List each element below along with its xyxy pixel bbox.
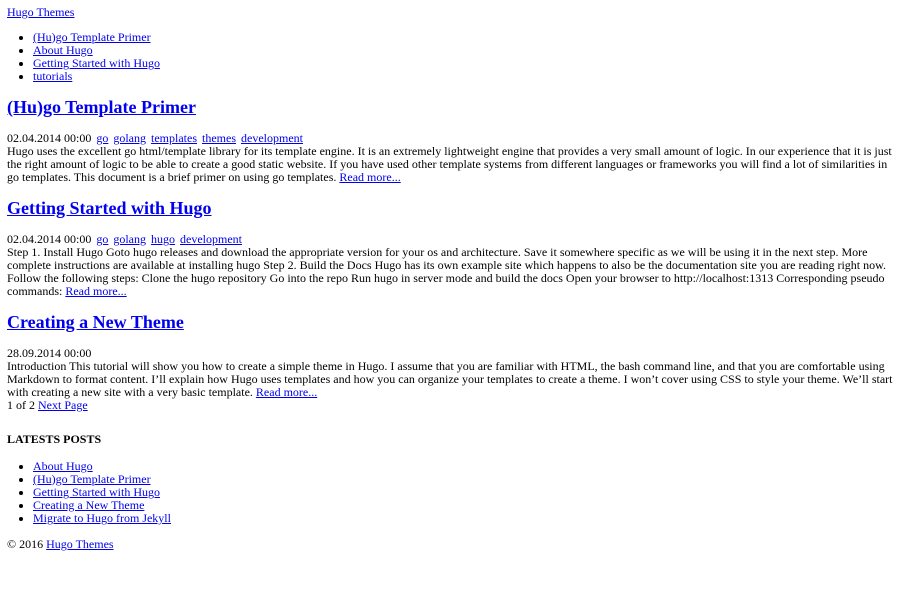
- list-item: [33, 473, 893, 486]
- footer-site-link[interactable]: Hugo Themes: [46, 537, 114, 551]
- post-title-link[interactable]: Getting Started with Hugo: [7, 198, 212, 218]
- tag-link[interactable]: golang: [113, 131, 147, 145]
- post-content: [7, 145, 893, 184]
- nav-item: [33, 70, 893, 83]
- tag-link[interactable]: development: [241, 131, 303, 145]
- list-item: [33, 460, 893, 473]
- read-more-link[interactable]: Read more...: [339, 170, 401, 184]
- post-title: [7, 198, 893, 218]
- tag-link[interactable]: themes: [202, 131, 236, 145]
- latest-posts-heading: LATESTS POSTS: [7, 432, 102, 446]
- post-date: 02.04.2014 00:00: [7, 131, 92, 145]
- post-list: [7, 97, 893, 412]
- post-title-link[interactable]: Creating a New Theme: [7, 312, 184, 332]
- next-page-link[interactable]: Next Page: [38, 398, 88, 412]
- tag-link[interactable]: templates: [151, 131, 197, 145]
- nav-link-template-primer[interactable]: (Hu)go Template Primer: [33, 30, 151, 44]
- read-more-link[interactable]: Read more...: [255, 385, 318, 399]
- post-date: 02.04.2014 00:00: [7, 232, 92, 246]
- latest-post-link-about-hugo[interactable]: About Hugo: [33, 459, 93, 473]
- post-summary: [7, 312, 893, 399]
- main-nav: [7, 31, 893, 83]
- latest-posts-list: [7, 460, 893, 525]
- page-footer: [7, 538, 893, 551]
- nav-list: [7, 31, 893, 83]
- list-item: [33, 486, 893, 499]
- nav-item: [33, 44, 893, 57]
- tag-link[interactable]: go: [96, 131, 109, 145]
- page-header: [7, 6, 893, 83]
- post-title-link[interactable]: (Hu)go Template Primer: [7, 97, 196, 117]
- nav-item: [33, 31, 893, 44]
- post-excerpt: Introduction This tutorial will show you how to create a simple theme in Hugo. I assume that you are familiar with HTML, the bash command line, and that you are comfortable using Markdown to format content. I’ll explain how Hugo uses templates and how you can organize your templates to create a theme. I won’t cover using CSS to style your theme. We’ll start with creating a new site with a very basic template.: [7, 359, 893, 399]
- nav-item: [33, 57, 893, 70]
- post-excerpt: Step 1. Install Hugo Goto hugo releases and download the appropriate version for your os and architecture. Save it somewhere specific as we will be using it in the next step. More complete instructions are available at installing hugo Step 2. Build the Docs Hugo has its own example site which happens to also be the documentation site you are reading right now. Follow the following steps: Clone the hugo repository Go into the repo Run hugo in server mode and build the docs Open your browser to http://localhost:1313 Corresponding pseudo commands:: [7, 245, 887, 298]
- latest-post-link-getting-started[interactable]: Getting Started with Hugo: [33, 485, 160, 499]
- post-content: [7, 246, 893, 298]
- post-title: [7, 312, 893, 332]
- nav-link-about-hugo[interactable]: About Hugo: [33, 43, 93, 57]
- tag-link[interactable]: hugo: [151, 232, 176, 246]
- nav-link-tutorials[interactable]: tutorials: [33, 69, 73, 83]
- list-item: [33, 512, 893, 525]
- read-more-link[interactable]: Read more...: [65, 284, 127, 298]
- post-date: 28.09.2014 00:00: [7, 346, 92, 360]
- pagination: [7, 399, 893, 412]
- nav-link-getting-started[interactable]: Getting Started with Hugo: [33, 56, 160, 70]
- tag-link[interactable]: golang: [113, 232, 147, 246]
- site-title-link[interactable]: Hugo Themes: [7, 5, 75, 19]
- latest-post-link-creating-new-theme[interactable]: Creating a New Theme: [33, 498, 145, 512]
- post-excerpt: Hugo uses the excellent go html/template library for its template engine. It is an extremely lightweight engine that provides a very small amount of logic. In our experience that it is just the right amount of logic to be able to create a good static website. If you have used other template systems from different languages or frameworks you will find a lot of similarities in go templates. This document is a brief primer on using go templates.: [7, 144, 892, 184]
- latest-post-link-template-primer[interactable]: (Hu)go Template Primer: [33, 472, 151, 486]
- pagination-status: 1 of 2: [7, 398, 35, 412]
- tag-link[interactable]: development: [180, 232, 242, 246]
- post-summary: [7, 198, 893, 298]
- latest-posts-section: [7, 433, 893, 525]
- copyright-text: © 2016: [7, 537, 44, 551]
- latest-post-link-migrate-jekyll[interactable]: Migrate to Hugo from Jekyll: [33, 511, 171, 525]
- tag-link[interactable]: go: [96, 232, 109, 246]
- post-summary: [7, 97, 893, 184]
- post-content: [7, 360, 893, 399]
- post-title: [7, 97, 893, 117]
